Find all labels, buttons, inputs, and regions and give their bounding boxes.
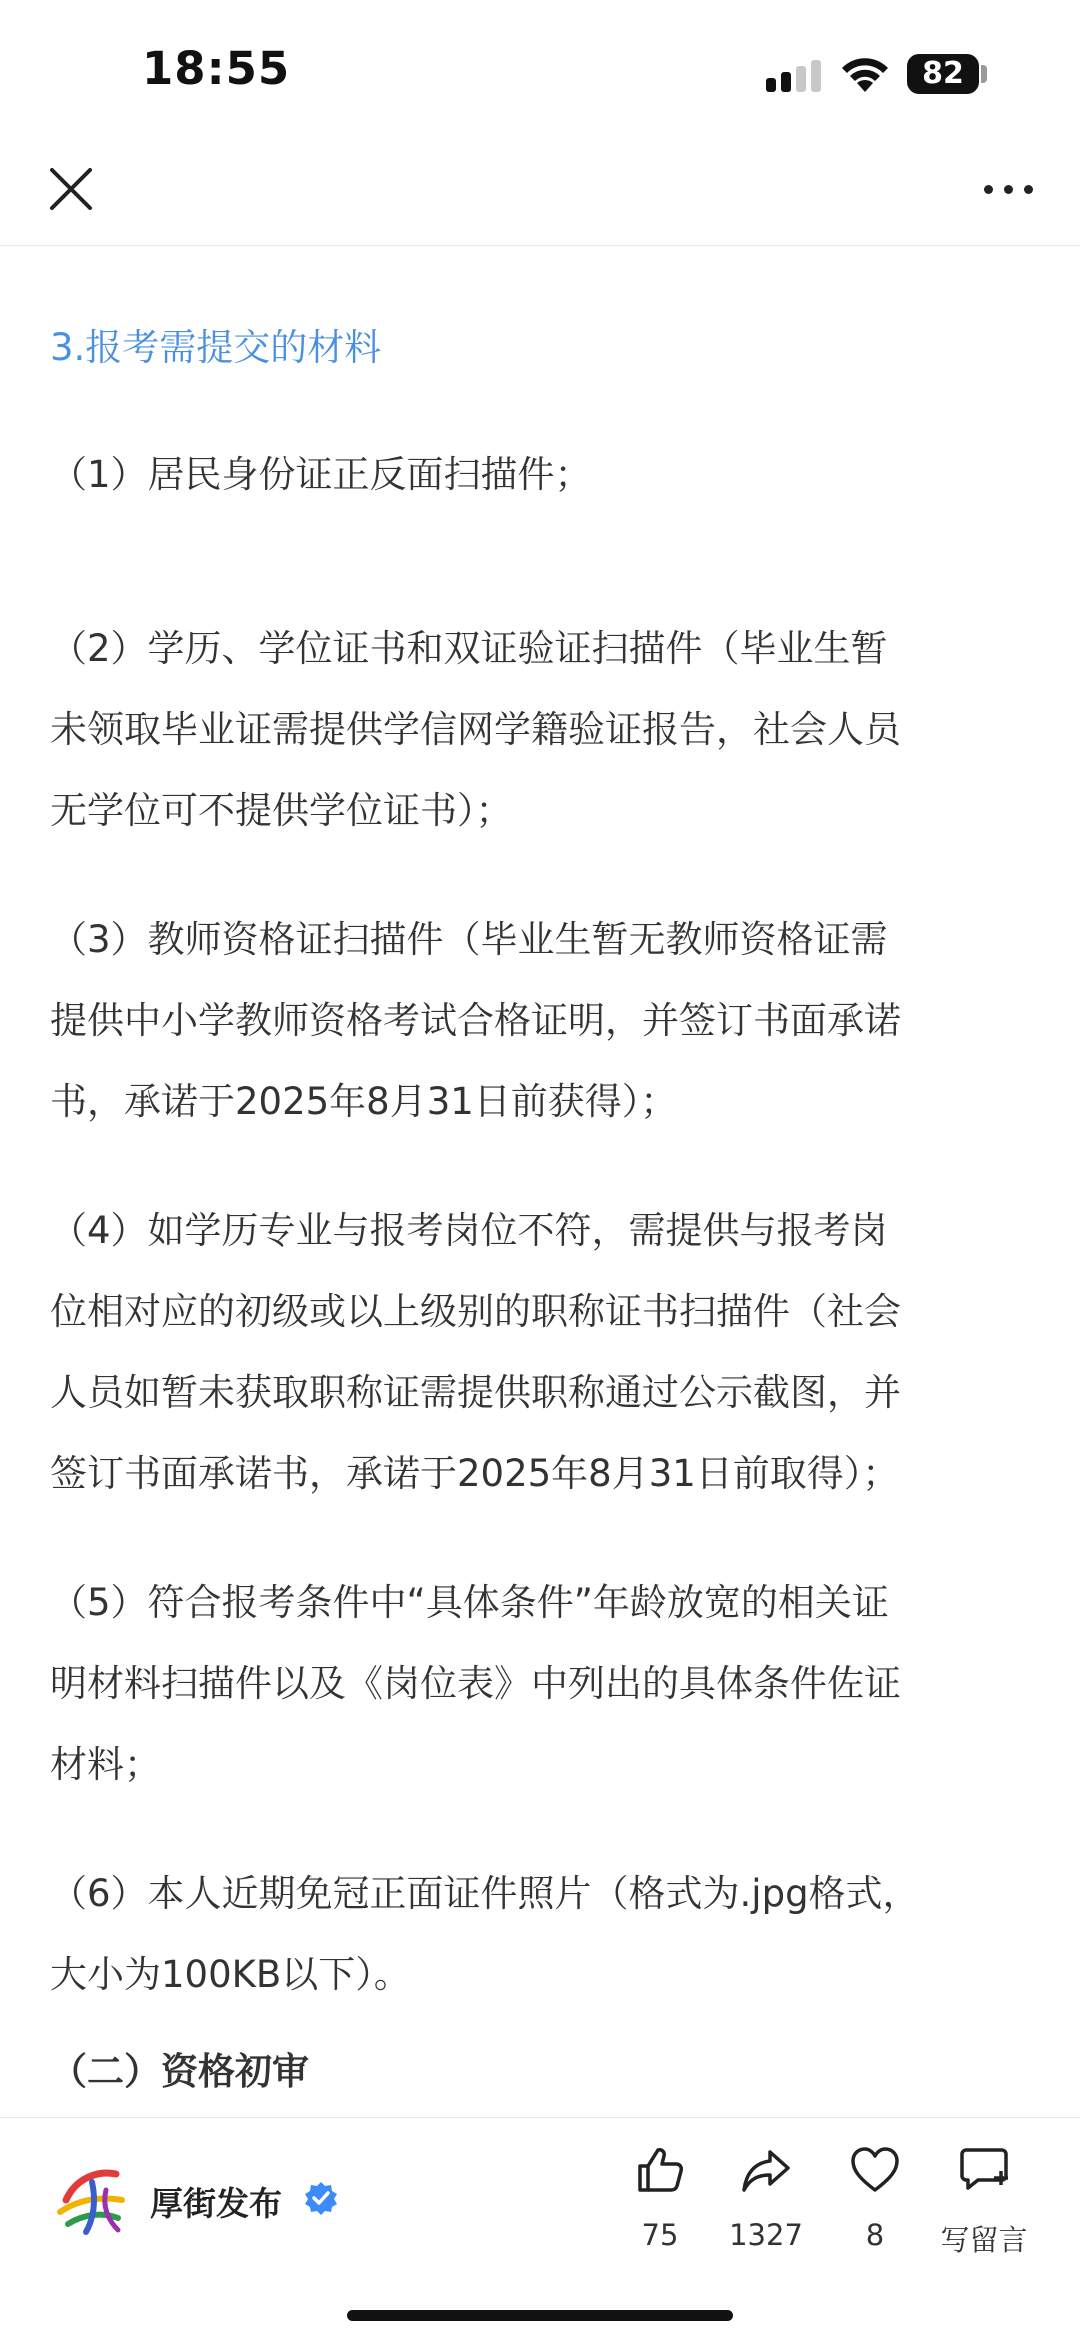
verified-badge-icon <box>303 2180 339 2216</box>
bottom-bar <box>0 2117 1080 2342</box>
paragraph-line: （3）教师资格证扫描件（毕业生暂无教师资格证需 <box>50 918 888 961</box>
material-item-5 <box>50 1562 1030 1805</box>
status-time: 18:55 <box>142 42 291 95</box>
favorite-button[interactable] <box>815 2144 935 2274</box>
paragraph-line: （2）学历、学位证书和双证验证扫描件（毕业生暂 <box>50 627 888 670</box>
paragraph-line: 无学位可不提供学位证书）； <box>50 789 513 832</box>
paragraph-line: （4）如学历专业与报考岗位不符，需提供与报考岗 <box>50 1209 888 1252</box>
paragraph-line: 材料； <box>50 1743 161 1786</box>
comment-label: 写留言 <box>940 2223 1028 2257</box>
material-item-4 <box>50 1190 1030 1514</box>
battery-indicator: 82 <box>907 54 979 94</box>
paragraph-line: 书，承诺于2025年8月31日前获得）； <box>50 1080 678 1123</box>
more-icon[interactable] <box>982 176 1038 202</box>
cellular-signal-icon <box>766 60 822 92</box>
share-icon <box>740 2144 792 2196</box>
status-bar <box>0 0 1080 140</box>
paragraph-line: 大小为100KB以下）。 <box>50 1953 411 1996</box>
section-title: 3.报考需提交的材料 <box>50 326 382 369</box>
home-indicator[interactable] <box>347 2310 733 2321</box>
paragraph-line: 明材料扫描件以及《岗位表》中列出的具体条件佐证 <box>50 1662 901 1705</box>
nav-bar <box>0 140 1080 246</box>
battery-cap <box>981 65 987 83</box>
paragraph-line: 签订书面承诺书，承诺于2025年8月31日前取得）； <box>50 1452 900 1495</box>
paragraph-line: 位相对应的初级或以上级别的职称证书扫描件（社会 <box>50 1290 901 1333</box>
paragraph-line: （1）居民身份证正反面扫描件； <box>50 453 592 496</box>
share-count: 1327 <box>729 2218 803 2252</box>
material-item-6 <box>50 1853 1030 2015</box>
share-button[interactable] <box>706 2144 826 2274</box>
material-item-2 <box>50 608 1030 851</box>
account-name[interactable]: 厚街发布 <box>150 2184 282 2223</box>
account-avatar-logo[interactable] <box>52 2160 132 2240</box>
comment-add-icon <box>958 2144 1010 2196</box>
favorite-count: 8 <box>865 2218 885 2252</box>
paragraph-line: 未领取毕业证需提供学信网学籍验证报告，社会人员 <box>50 708 901 751</box>
close-icon[interactable] <box>48 166 94 212</box>
like-button[interactable] <box>600 2144 720 2274</box>
paragraph-line: （5）符合报考条件中“具体条件”年龄放宽的相关证 <box>50 1581 889 1624</box>
paragraph-line: （6）本人近期免冠正面证件照片（格式为.jpg格式， <box>50 1872 920 1915</box>
paragraph-line: 人员如暂未获取职称证需提供职称通过公示截图，并 <box>50 1371 901 1414</box>
wifi-icon <box>838 52 892 94</box>
material-item-1 <box>50 434 1030 515</box>
thumbs-up-icon <box>634 2144 686 2196</box>
like-count: 75 <box>641 2218 679 2252</box>
heart-icon <box>849 2144 901 2196</box>
paragraph-line: 提供中小学教师资格考试合格证明，并签订书面承诺 <box>50 999 901 1042</box>
subsection-title: （二）资格初审 <box>50 2050 309 2093</box>
comment-button[interactable] <box>924 2144 1044 2274</box>
material-item-3 <box>50 899 1030 1142</box>
